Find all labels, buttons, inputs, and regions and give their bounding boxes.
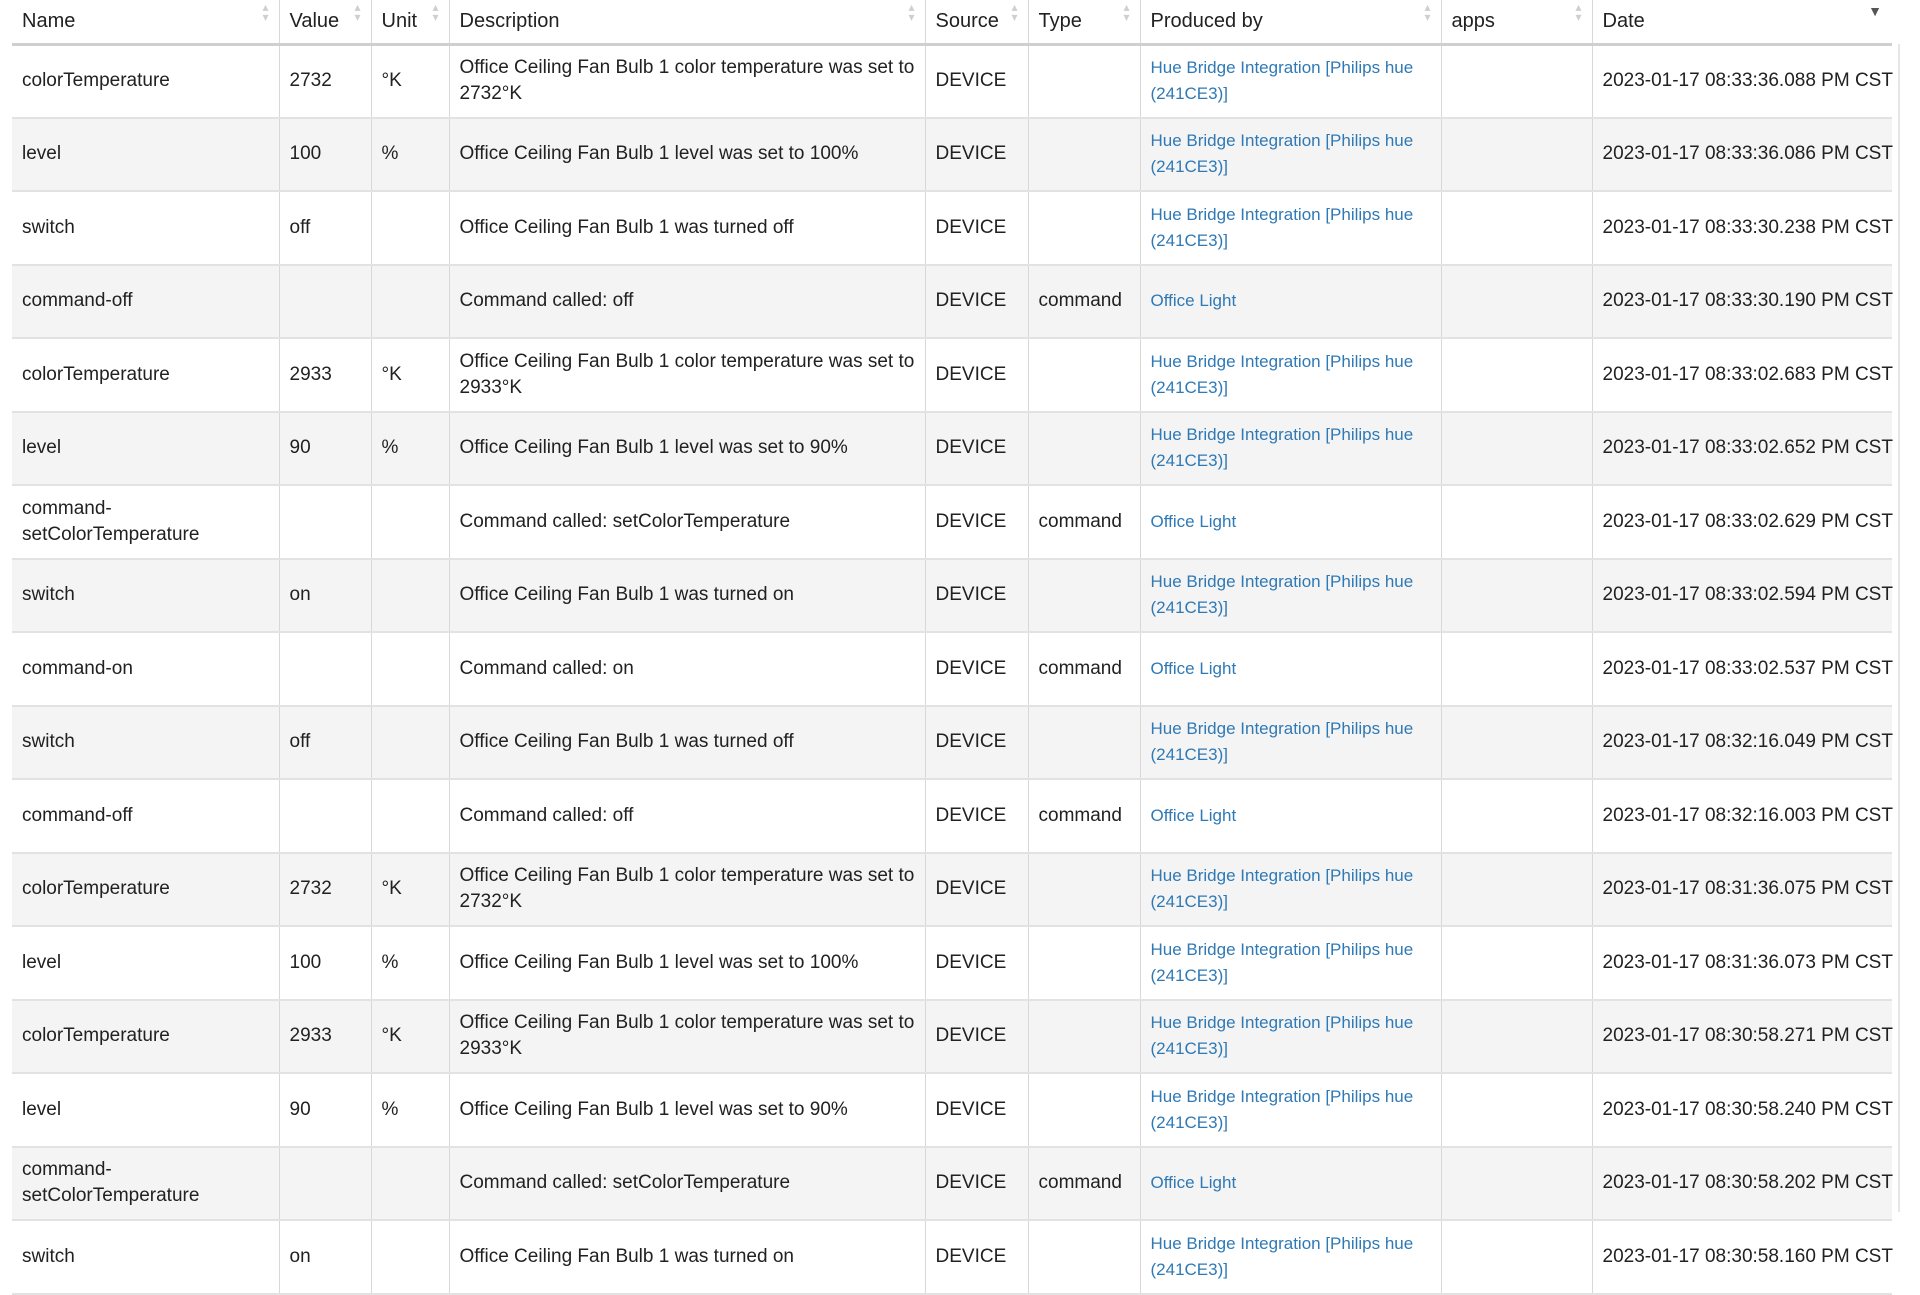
cell-date: 2023-01-17 08:31:36.075 PM CST — [1592, 853, 1892, 927]
cell-unit: °K — [371, 853, 449, 927]
cell-name: switch — [12, 1220, 279, 1294]
cell-type: command — [1028, 485, 1140, 559]
table-row[interactable] — [12, 1000, 1892, 1074]
table-row[interactable] — [12, 118, 1892, 192]
table-row[interactable] — [12, 412, 1892, 486]
cell-apps — [1441, 338, 1592, 412]
cell-date: 2023-01-17 08:33:36.088 PM CST — [1592, 44, 1892, 118]
cell-type — [1028, 412, 1140, 486]
cell-apps — [1441, 779, 1592, 853]
cell-apps — [1441, 1147, 1592, 1221]
table-row[interactable] — [12, 926, 1892, 1000]
cell-source: DEVICE — [925, 779, 1028, 853]
cell-value — [279, 1147, 371, 1221]
sort-arrows-icon[interactable]: ▴ ▾ — [354, 0, 361, 24]
cell-type — [1028, 559, 1140, 633]
cell-produced-by — [1140, 1220, 1441, 1294]
cell-type — [1028, 1000, 1140, 1074]
cell-unit: °K — [371, 338, 449, 412]
table-header — [12, 0, 1892, 44]
cell-value: 100 — [279, 926, 371, 1000]
cell-description: Command called: setColorTemperature — [449, 485, 925, 559]
cell-produced-by — [1140, 632, 1441, 706]
cell-produced-by — [1140, 485, 1441, 559]
column-header-label: Unit — [381, 9, 418, 32]
cell-value: 90 — [279, 1073, 371, 1147]
cell-source: DEVICE — [925, 338, 1028, 412]
cell-value: on — [279, 559, 371, 633]
cell-type — [1028, 926, 1140, 1000]
cell-unit — [371, 1147, 449, 1221]
cell-apps — [1441, 1073, 1592, 1147]
cell-produced-by — [1140, 265, 1441, 339]
column-header-produced-by[interactable] — [1140, 0, 1441, 44]
cell-type — [1028, 706, 1140, 780]
produced-by-link[interactable]: Hue Bridge Integration [Philips hue (241CE3)] — [1150, 351, 1414, 397]
vertical-scrollbar[interactable] — [1898, 44, 1900, 1212]
cell-value — [279, 779, 371, 853]
cell-source: DEVICE — [925, 1000, 1028, 1074]
cell-apps — [1441, 632, 1592, 706]
cell-produced-by — [1140, 853, 1441, 927]
cell-apps — [1441, 118, 1592, 192]
cell-source: DEVICE — [925, 1147, 1028, 1221]
cell-type: command — [1028, 265, 1140, 339]
cell-description: Office Ceiling Fan Bulb 1 was turned off — [449, 191, 925, 265]
cell-produced-by — [1140, 118, 1441, 192]
column-header-value[interactable] — [279, 0, 371, 44]
table-row[interactable] — [12, 191, 1892, 265]
cell-description: Office Ceiling Fan Bulb 1 color temperature was set to 2732°K — [449, 44, 925, 118]
cell-description: Office Ceiling Fan Bulb 1 level was set to 100% — [449, 926, 925, 1000]
cell-description: Office Ceiling Fan Bulb 1 color temperature was set to 2732°K — [449, 853, 925, 927]
cell-name: command-off — [12, 265, 279, 339]
column-header-label: Source — [935, 9, 999, 32]
cell-source: DEVICE — [925, 485, 1028, 559]
cell-type — [1028, 1073, 1140, 1147]
cell-value — [279, 265, 371, 339]
table-row[interactable] — [12, 779, 1892, 853]
cell-unit: % — [371, 926, 449, 1000]
cell-unit — [371, 191, 449, 265]
cell-type — [1028, 118, 1140, 192]
cell-unit — [371, 559, 449, 633]
cell-source: DEVICE — [925, 265, 1028, 339]
cell-value: 2732 — [279, 853, 371, 927]
cell-source: DEVICE — [925, 1073, 1028, 1147]
cell-description: Command called: on — [449, 632, 925, 706]
events-table — [12, 0, 1892, 1295]
cell-type: command — [1028, 779, 1140, 853]
sort-arrows-icon[interactable]: ▴ ▾ — [908, 0, 915, 24]
cell-type — [1028, 853, 1140, 927]
cell-description: Office Ceiling Fan Bulb 1 level was set to 100% — [449, 118, 925, 192]
cell-description: Command called: off — [449, 265, 925, 339]
produced-by-link[interactable]: Hue Bridge Integration [Philips hue (241CE3)] — [1150, 719, 1414, 765]
produced-by-link[interactable]: Hue Bridge Integration [Philips hue (241CE3)] — [1150, 204, 1414, 250]
cell-name: level — [12, 926, 279, 1000]
table-row[interactable] — [12, 265, 1892, 339]
cell-date: 2023-01-17 08:33:30.238 PM CST — [1592, 191, 1892, 265]
cell-produced-by — [1140, 1000, 1441, 1074]
produced-by-link[interactable]: Hue Bridge Integration [Philips hue (241CE3)] — [1150, 58, 1414, 103]
cell-apps — [1441, 1220, 1592, 1294]
cell-value: 2732 — [279, 44, 371, 118]
table-row[interactable] — [12, 485, 1892, 559]
cell-name: switch — [12, 706, 279, 780]
cell-source: DEVICE — [925, 412, 1028, 486]
column-header-unit[interactable] — [371, 0, 449, 44]
cell-unit — [371, 265, 449, 339]
cell-name: command-on — [12, 632, 279, 706]
cell-produced-by — [1140, 412, 1441, 486]
column-header-date[interactable] — [1592, 0, 1892, 44]
cell-value: 100 — [279, 118, 371, 192]
cell-type — [1028, 191, 1140, 265]
table-row[interactable] — [12, 632, 1892, 706]
cell-source: DEVICE — [925, 118, 1028, 192]
cell-date: 2023-01-17 08:33:02.652 PM CST — [1592, 412, 1892, 486]
cell-apps — [1441, 412, 1592, 486]
produced-by-link[interactable]: Hue Bridge Integration [Philips hue (241CE3)] — [1150, 1086, 1414, 1132]
sort-arrows-icon[interactable]: ▴ ▾ — [1011, 0, 1018, 24]
produced-by-link[interactable]: Hue Bridge Integration [Philips hue (241CE3)] — [1150, 939, 1414, 985]
cell-produced-by — [1140, 1073, 1441, 1147]
cell-produced-by — [1140, 926, 1441, 1000]
sort-arrows-icon[interactable]: ▴ ▾ — [432, 0, 439, 24]
produced-by-link[interactable]: Office Light — [1150, 658, 1237, 678]
produced-by-link[interactable]: Hue Bridge Integration [Philips hue (241CE3)] — [1150, 131, 1414, 177]
cell-value — [279, 485, 371, 559]
cell-unit — [371, 632, 449, 706]
cell-apps — [1441, 706, 1592, 780]
column-header-label: Produced by — [1150, 9, 1263, 32]
cell-value: 2933 — [279, 1000, 371, 1074]
table-row[interactable] — [12, 44, 1892, 118]
table-row[interactable] — [12, 1220, 1892, 1294]
column-header-label: Date — [1602, 9, 1645, 32]
cell-date: 2023-01-17 08:33:02.594 PM CST — [1592, 559, 1892, 633]
cell-date: 2023-01-17 08:30:58.160 PM CST — [1592, 1220, 1892, 1294]
column-header-label: Description — [459, 9, 560, 32]
table-row[interactable] — [12, 706, 1892, 780]
column-header-label: Name — [22, 9, 76, 32]
table-row[interactable] — [12, 1073, 1892, 1147]
cell-name: colorTemperature — [12, 44, 279, 118]
cell-value: off — [279, 706, 371, 780]
cell-produced-by — [1140, 779, 1441, 853]
cell-apps — [1441, 926, 1592, 1000]
sort-arrows-icon[interactable]: ▴ ▾ — [1123, 0, 1130, 24]
cell-name: colorTemperature — [12, 853, 279, 927]
cell-date: 2023-01-17 08:31:36.073 PM CST — [1592, 926, 1892, 1000]
cell-source: DEVICE — [925, 853, 1028, 927]
cell-source: DEVICE — [925, 632, 1028, 706]
column-header-label: Type — [1038, 9, 1082, 32]
cell-description: Office Ceiling Fan Bulb 1 level was set to 90% — [449, 1073, 925, 1147]
cell-date: 2023-01-17 08:30:58.202 PM CST — [1592, 1147, 1892, 1221]
column-header-description[interactable] — [449, 0, 925, 44]
cell-source: DEVICE — [925, 559, 1028, 633]
column-header-name[interactable] — [12, 0, 279, 44]
cell-apps — [1441, 485, 1592, 559]
cell-description: Office Ceiling Fan Bulb 1 was turned off — [449, 706, 925, 780]
table-row[interactable] — [12, 338, 1892, 412]
cell-produced-by — [1140, 44, 1441, 118]
cell-apps — [1441, 559, 1592, 633]
column-header-apps[interactable] — [1441, 0, 1592, 44]
header-row — [12, 0, 1892, 44]
cell-produced-by — [1140, 338, 1441, 412]
produced-by-link[interactable]: Office Light — [1150, 291, 1237, 311]
cell-date: 2023-01-17 08:33:36.086 PM CST — [1592, 118, 1892, 192]
produced-by-link[interactable]: Office Light — [1150, 511, 1237, 531]
cell-apps — [1441, 853, 1592, 927]
cell-apps — [1441, 44, 1592, 118]
cell-unit — [371, 779, 449, 853]
cell-produced-by — [1140, 559, 1441, 633]
cell-source: DEVICE — [925, 1220, 1028, 1294]
cell-description: Command called: off — [449, 779, 925, 853]
column-header-label: apps — [1451, 9, 1495, 32]
cell-date: 2023-01-17 08:33:30.190 PM CST — [1592, 265, 1892, 339]
cell-unit — [371, 485, 449, 559]
produced-by-link[interactable]: Hue Bridge Integration [Philips hue (241CE3)] — [1150, 866, 1414, 912]
cell-unit — [371, 1220, 449, 1294]
cell-source: DEVICE — [925, 706, 1028, 780]
cell-date: 2023-01-17 08:33:02.537 PM CST — [1592, 632, 1892, 706]
produced-by-link[interactable]: Hue Bridge Integration [Philips hue (241CE3)] — [1150, 572, 1414, 618]
table-row[interactable] — [12, 1147, 1892, 1221]
cell-description: Office Ceiling Fan Bulb 1 was turned on — [449, 559, 925, 633]
sort-descending-icon[interactable]: ▼ — [1868, 3, 1882, 19]
cell-apps — [1441, 191, 1592, 265]
table-body — [12, 44, 1892, 1294]
produced-by-link[interactable]: Hue Bridge Integration [Philips hue (241CE3)] — [1150, 1013, 1414, 1059]
sort-arrows-icon[interactable]: ▴ ▾ — [1575, 0, 1582, 24]
cell-description: Office Ceiling Fan Bulb 1 was turned on — [449, 1220, 925, 1294]
table-row[interactable] — [12, 853, 1892, 927]
cell-date: 2023-01-17 08:30:58.240 PM CST — [1592, 1073, 1892, 1147]
cell-produced-by — [1140, 1147, 1441, 1221]
column-header-label: Value — [289, 9, 340, 32]
produced-by-link[interactable]: Hue Bridge Integration [Philips hue (241CE3)] — [1150, 1233, 1414, 1279]
cell-value — [279, 632, 371, 706]
cell-type: command — [1028, 632, 1140, 706]
cell-description: Office Ceiling Fan Bulb 1 color temperature was set to 2933°K — [449, 1000, 925, 1074]
cell-type — [1028, 44, 1140, 118]
cell-name: command-setColorTemperature — [12, 485, 279, 559]
cell-unit — [371, 706, 449, 780]
cell-value: 90 — [279, 412, 371, 486]
cell-date: 2023-01-17 08:32:16.003 PM CST — [1592, 779, 1892, 853]
cell-apps — [1441, 265, 1592, 339]
produced-by-link[interactable]: Office Light — [1150, 1173, 1237, 1193]
cell-name: command-setColorTemperature — [12, 1147, 279, 1221]
cell-name: level — [12, 118, 279, 192]
cell-value: off — [279, 191, 371, 265]
cell-date: 2023-01-17 08:33:02.629 PM CST — [1592, 485, 1892, 559]
cell-produced-by — [1140, 191, 1441, 265]
cell-unit: °K — [371, 44, 449, 118]
cell-produced-by — [1140, 706, 1441, 780]
table-row[interactable] — [12, 559, 1892, 633]
cell-name: command-off — [12, 779, 279, 853]
cell-description: Office Ceiling Fan Bulb 1 level was set to 90% — [449, 412, 925, 486]
sort-arrows-icon[interactable]: ▴ ▾ — [262, 0, 269, 24]
cell-value: 2933 — [279, 338, 371, 412]
cell-date: 2023-01-17 08:32:16.049 PM CST — [1592, 706, 1892, 780]
cell-name: switch — [12, 559, 279, 633]
cell-name: colorTemperature — [12, 338, 279, 412]
cell-name: colorTemperature — [12, 1000, 279, 1074]
column-header-type[interactable] — [1028, 0, 1140, 44]
sort-arrows-icon[interactable]: ▴ ▾ — [1424, 0, 1431, 24]
cell-unit: % — [371, 1073, 449, 1147]
produced-by-link[interactable]: Office Light — [1150, 805, 1237, 825]
cell-unit: % — [371, 412, 449, 486]
cell-date: 2023-01-17 08:33:02.683 PM CST — [1592, 338, 1892, 412]
cell-date: 2023-01-17 08:30:58.271 PM CST — [1592, 1000, 1892, 1074]
cell-type: command — [1028, 1147, 1140, 1221]
cell-unit: °K — [371, 1000, 449, 1074]
cell-apps — [1441, 1000, 1592, 1074]
cell-source: DEVICE — [925, 191, 1028, 265]
cell-description: Office Ceiling Fan Bulb 1 color temperature was set to 2933°K — [449, 338, 925, 412]
cell-type — [1028, 1220, 1140, 1294]
cell-type — [1028, 338, 1140, 412]
cell-name: switch — [12, 191, 279, 265]
cell-value: on — [279, 1220, 371, 1294]
produced-by-link[interactable]: Hue Bridge Integration [Philips hue (241CE3)] — [1150, 425, 1414, 471]
cell-source: DEVICE — [925, 926, 1028, 1000]
cell-name: level — [12, 412, 279, 486]
column-header-source[interactable] — [925, 0, 1028, 44]
cell-source: DEVICE — [925, 44, 1028, 118]
cell-unit: % — [371, 118, 449, 192]
cell-name: level — [12, 1073, 279, 1147]
cell-description: Command called: setColorTemperature — [449, 1147, 925, 1221]
